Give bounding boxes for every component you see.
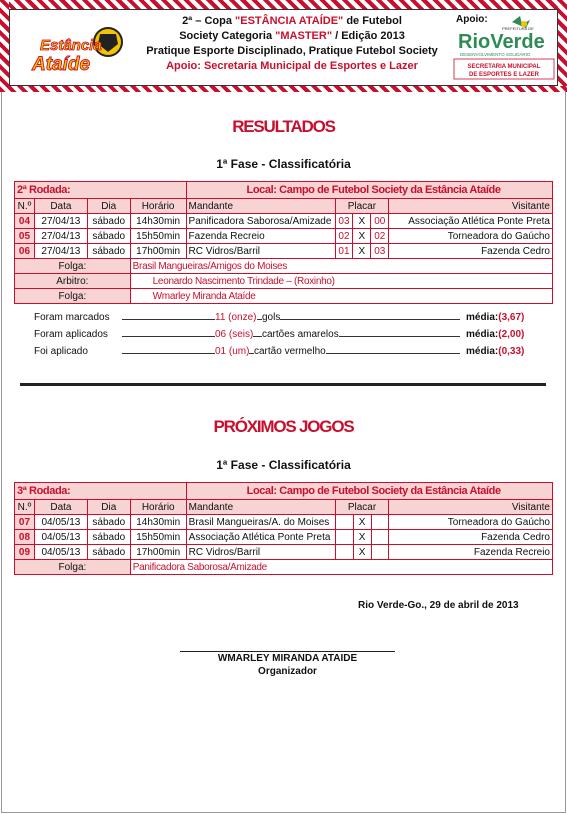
folga-value: Brasil Mangueiras/Amigos do Moises: [130, 259, 552, 274]
stat-leader-line: [122, 319, 460, 320]
folga2-value: Wmarley Miranda Ataíde: [130, 289, 552, 304]
col-score: Placar: [335, 199, 389, 214]
stat-label: Foi aplicado: [34, 346, 88, 357]
logo-right-dept-1: SECRETARIA MUNICIPAL: [467, 64, 541, 70]
table-row: [15, 545, 553, 560]
logo-right-small: PREFEITURA DE: [502, 26, 534, 31]
folga-row: [15, 259, 553, 274]
stat-what: cartões amarelos: [262, 329, 339, 340]
header-line-3: Pratique Esporte Disciplinado, Pratique Futebol Society: [146, 45, 438, 57]
game-x: X: [353, 244, 371, 259]
folga-value: Panificadora Saborosa/Amizade: [130, 560, 552, 575]
game-home: Fazenda Recreio: [186, 229, 335, 244]
game-home-score: 03: [335, 214, 353, 229]
header-line-2: Society Categoria "MASTER" / Edição 2013: [179, 30, 405, 42]
game-date: 27/04/13: [34, 229, 87, 244]
game-home: RC Vidros/Barril: [186, 545, 335, 560]
game-num: 05: [15, 229, 35, 244]
game-home-score: 01: [335, 244, 353, 259]
folga-label: Folga:: [15, 259, 131, 274]
game-num: 04: [15, 214, 35, 229]
next-round-label: 3ª Rodada:: [15, 483, 187, 500]
game-time: 14h30min: [130, 515, 186, 530]
game-time: 15h50min: [130, 229, 186, 244]
stat-count: 01 (um): [215, 346, 250, 357]
col-time: Horário: [130, 199, 186, 214]
game-day: sábado: [87, 530, 130, 545]
game-home: Brasil Mangueiras/A. do Moises: [186, 515, 335, 530]
logo-right-name: RioVerde: [458, 31, 545, 53]
game-time: 17h00min: [130, 545, 186, 560]
stat-count: 11 (onze): [215, 312, 257, 323]
col-time: Horário: [130, 500, 186, 515]
game-home: RC Vidros/Barril: [186, 244, 335, 259]
col-date: Data: [34, 500, 87, 515]
signature-role: Organizador: [258, 666, 317, 677]
game-home-score: [335, 515, 353, 530]
game-day: sábado: [87, 545, 130, 560]
results-title: RESULTADOS: [232, 117, 335, 136]
game-away: Fazenda Recreio: [389, 545, 553, 560]
next-phase: 1ª Fase - Classificatória: [216, 458, 351, 472]
stat-what: gols: [262, 312, 281, 323]
arbitro-label: Arbitro:: [15, 274, 131, 289]
next-folga-row: [15, 560, 553, 575]
results-local: Local: Campo de Futebol Society da Estância Ataíde: [186, 182, 552, 199]
game-num: 07: [15, 515, 35, 530]
results-round-row: [15, 182, 553, 199]
stat-media: média:(2,00): [466, 329, 525, 340]
border-strip-left: [0, 0, 9, 92]
logo-right-sub: DESENVOLVIMENTO SOLIDÁRIO: [460, 52, 531, 57]
game-away-score: [371, 545, 389, 560]
game-time: 15h50min: [130, 530, 186, 545]
game-time: 17h00min: [130, 244, 186, 259]
next-table: [14, 482, 553, 575]
stat-yellow-cards: [34, 327, 534, 344]
game-away-score: 03: [371, 244, 389, 259]
header-line-1: 2ª – Copa "ESTÂNCIA ATAÍDE" de Futebol: [182, 15, 402, 27]
results-header-row: [15, 199, 553, 214]
col-num: N.º: [15, 199, 35, 214]
logo-right-dept-2: DE ESPORTES E LAZER: [468, 72, 540, 78]
game-date: 04/05/13: [34, 545, 87, 560]
stats-block: [34, 310, 534, 361]
border-strip-right: [558, 0, 567, 92]
arbitro-value: Leonardo Nascimento Trindade – (Roxinho): [130, 274, 552, 289]
game-day: sábado: [87, 244, 130, 259]
estancia-ataide-logo: [22, 24, 132, 76]
game-date: 04/05/13: [34, 515, 87, 530]
header-line-4: Apoio: Secretaria Municipal de Esportes e Lazer: [166, 60, 418, 72]
game-home-score: [335, 530, 353, 545]
col-away: Visitante: [389, 199, 553, 214]
next-local: Local: Campo de Futebol Society da Estância Ataíde: [186, 483, 552, 500]
col-home: Mandante: [186, 500, 335, 515]
game-date: 27/04/13: [34, 214, 87, 229]
section-separator: [20, 383, 546, 386]
folga2-label: Folga:: [15, 289, 131, 304]
game-away: Fazenda Cedro: [389, 530, 553, 545]
game-num: 08: [15, 530, 35, 545]
stat-media: média:(0,33): [466, 346, 525, 357]
table-row: [15, 214, 553, 229]
game-x: X: [353, 214, 371, 229]
border-strip-bottom: [0, 86, 567, 92]
game-away-score: 02: [371, 229, 389, 244]
signature-date: Rio Verde-Go., 29 de abril de 2013: [358, 600, 519, 611]
game-away: Torneadora do Gaúcho: [389, 515, 553, 530]
apoio-label: Apoio:: [456, 14, 488, 25]
game-x: X: [353, 545, 371, 560]
stat-goals: [34, 310, 534, 327]
results-phase: 1ª Fase - Classificatória: [216, 157, 351, 171]
col-num: N.º: [15, 500, 35, 515]
game-away-score: [371, 530, 389, 545]
border-strip-top: [0, 0, 567, 9]
game-home: Associação Atlética Ponte Preta: [186, 530, 335, 545]
col-date: Data: [34, 199, 87, 214]
game-x: X: [353, 530, 371, 545]
col-home: Mandante: [186, 199, 335, 214]
game-home-score: 02: [335, 229, 353, 244]
col-away: Visitante: [389, 500, 553, 515]
signature-name: WMARLEY MIRANDA ATAIDE: [217, 653, 358, 664]
game-away: Torneadora do Gaúcho: [389, 229, 553, 244]
game-day: sábado: [87, 515, 130, 530]
stat-count: 06 (seis): [215, 329, 254, 340]
col-day: Dia: [87, 199, 130, 214]
game-num: 06: [15, 244, 35, 259]
table-row: [15, 530, 553, 545]
stat-what: cartão vermelho: [254, 346, 326, 357]
game-date: 04/05/13: [34, 530, 87, 545]
game-home: Panificadora Saborosa/Amizade: [186, 214, 335, 229]
table-row: [15, 244, 553, 259]
signature-line: [180, 651, 395, 652]
arbitro-row: [15, 274, 553, 289]
next-header-row: [15, 500, 553, 515]
game-away-score: [371, 515, 389, 530]
header-text: [142, 14, 442, 74]
game-time: 14h30min: [130, 214, 186, 229]
col-score: Placar: [335, 500, 389, 515]
game-away: Fazenda Cedro: [389, 244, 553, 259]
rio-verde-logo: [450, 14, 558, 84]
stat-label: Foram marcados: [34, 312, 110, 323]
logo-left-line1: Estância: [40, 37, 102, 54]
folga-label: Folga:: [15, 560, 131, 575]
game-day: sábado: [87, 214, 130, 229]
next-round-row: [15, 483, 553, 500]
game-day: sábado: [87, 229, 130, 244]
stat-media: média:(3,67): [466, 312, 525, 323]
table-row: [15, 229, 553, 244]
results-round-label: 2ª Rodada:: [15, 182, 187, 199]
stat-label: Foram aplicados: [34, 329, 108, 340]
game-x: X: [353, 515, 371, 530]
next-title: PRÓXIMOS JOGOS: [213, 417, 354, 436]
col-day: Dia: [87, 500, 130, 515]
results-table: [14, 181, 553, 304]
game-home-score: [335, 545, 353, 560]
game-x: X: [353, 229, 371, 244]
game-away-score: 00: [371, 214, 389, 229]
table-row: [15, 515, 553, 530]
game-num: 09: [15, 545, 35, 560]
folga2-row: [15, 289, 553, 304]
logo-left-line2: Ataíde: [32, 54, 91, 75]
game-date: 27/04/13: [34, 244, 87, 259]
game-away: Associação Atlética Ponte Preta: [389, 214, 553, 229]
stat-red-cards: [34, 344, 534, 361]
